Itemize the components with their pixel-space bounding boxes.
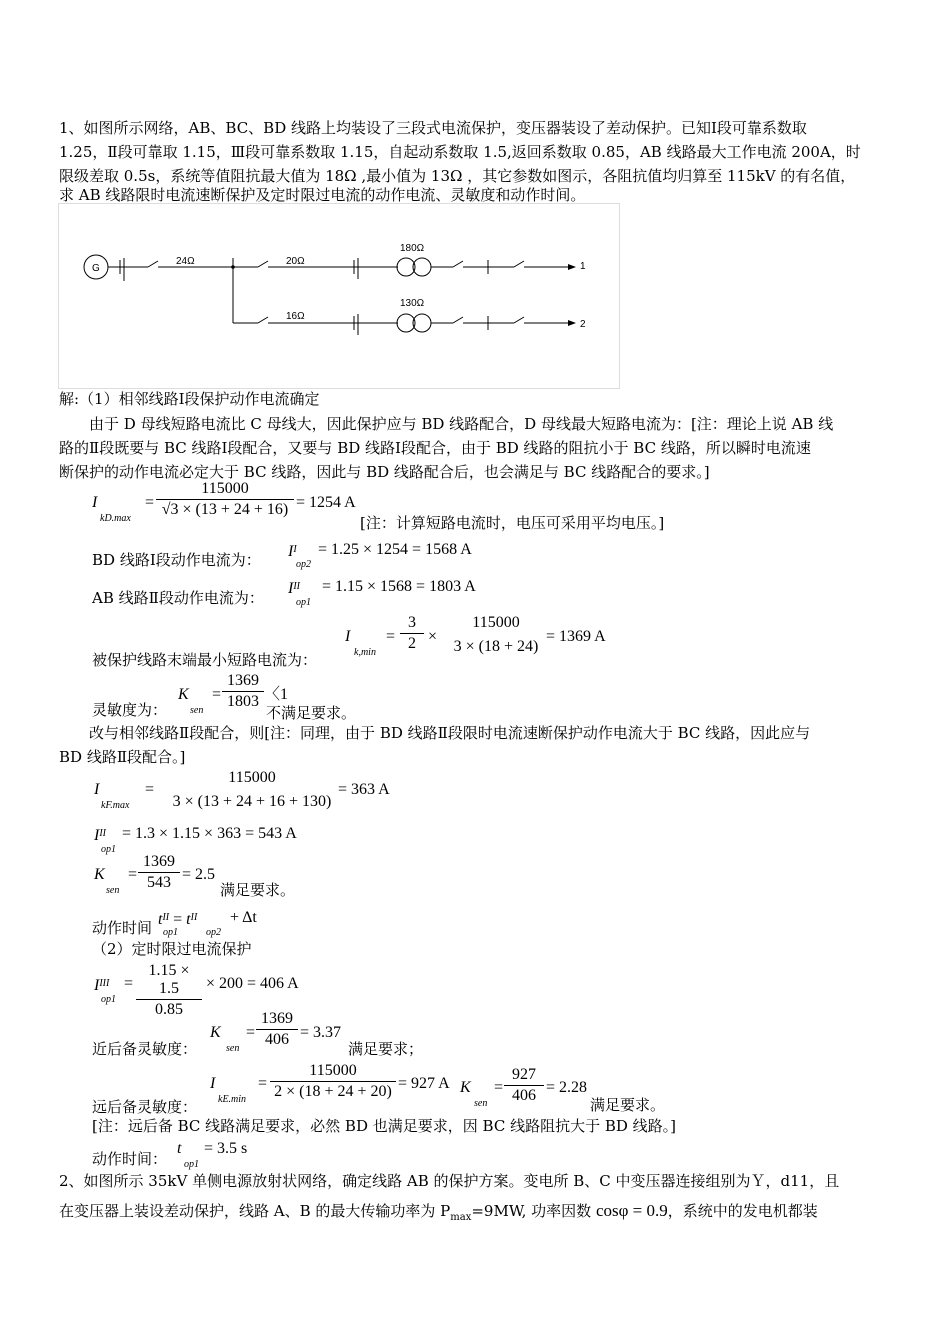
eq2-equals: = (145, 781, 155, 798)
far-k-numerator: 927 (504, 1066, 544, 1086)
problem1-line1: 1、如图所示网络，AB、BC、BD 线路上均装设了三段式电流保护，变压器装设了差动保护。已知Ⅰ段可靠系数取 (59, 119, 807, 137)
solution-para1-line3: 断保护的动作电流必定大于 BC 线路，因此与 BD 线路配合后，也会满足与 BC 线路配合的要求。] (59, 463, 710, 481)
near-symbol: K (210, 1024, 221, 1041)
solution-para1-line2: 路的Ⅱ段既要与 BC 线路Ⅰ段配合，又要与 BD 线路Ⅰ段配合，由于 BD 线路的阻抗小于 BC 线路，所以瞬时电流速 (59, 439, 811, 457)
op3-numerator: 1.15 × 1.5 (136, 962, 202, 1000)
solution-heading-1: 解:（1）相邻线路Ⅰ段保护动作电流确定 (59, 390, 320, 408)
problem1-line3: 限级差取 0.5s，系统等值阻抗最大值为 18Ω ,最小值为 13Ω ，其它参数如图示，各阻抗值均归算至 115kV 的有名值， (59, 167, 856, 185)
op1-symbol: $I^{II}$ (94, 827, 106, 844)
op3-equals: = (124, 975, 134, 992)
transformer1-label: 180Ω (400, 243, 425, 254)
eq2-result: = 363 A (338, 781, 390, 798)
solution-para2-line2: BD 线路Ⅱ段配合。] (59, 748, 186, 766)
problem1-line4: 求 AB 线路限时电流速断保护及定时限过电流的动作电流、灵敏度和动作时间。 (59, 186, 586, 204)
far-k-denominator: 406 (512, 1087, 536, 1104)
impedance-bc-label: 20Ω (286, 256, 305, 267)
near-label: 近后备灵敏度： (92, 1040, 198, 1058)
impedance-bd-label: 16Ω (286, 311, 305, 322)
kmin-result: = 1369 A (546, 628, 606, 645)
far-result: = 927 A (398, 1075, 450, 1092)
kmin-coefficient (400, 614, 424, 653)
far-k-result: = 2.28 (546, 1079, 588, 1096)
op3-subscript: op1 (101, 994, 116, 1005)
far-verdict: 满足要求。 (590, 1096, 666, 1114)
eq1-symbol: I (92, 494, 98, 511)
note-2: [注：远后备 BC 线路满足要求，必然 BD 也满足要求，因 BC 线路阻抗大于 BD 线路。] (92, 1117, 677, 1135)
network-diagram (58, 203, 620, 389)
eq2-fraction (168, 769, 336, 811)
near-equals: = (246, 1024, 256, 1041)
ab-symbol: $I^{II}$ (288, 580, 300, 597)
bd-label: BD 线路Ⅰ段动作电流为： (92, 551, 261, 569)
sen-subscript: sen (190, 705, 204, 716)
sen-label: 灵敏度为： (92, 701, 168, 719)
sen2-denominator: 543 (147, 874, 171, 891)
sen2-result: = 2.5 (182, 866, 216, 883)
sen-numerator: 1369 (222, 672, 264, 692)
kmin-label: 被保护线路末端最小短路电流为： (92, 651, 318, 669)
ab-subscript: op1 (296, 597, 311, 608)
problem2-line2 (59, 1202, 818, 1227)
problem1-line2: 1.25，Ⅱ段可靠取 1.15，Ⅲ段可靠系数取 1.15，自起动系数取 1.5,返回系数取 0.85，AB 线路最大工作电流 200A，时 (59, 143, 861, 161)
time-delta: + Δt (230, 909, 257, 926)
near-verdict: 满足要求； (348, 1040, 424, 1058)
ab-equation: = 1.15 × 1568 = 1803 A (322, 578, 476, 595)
far-k-fraction (504, 1066, 544, 1105)
far-k-equals: = (494, 1079, 504, 1096)
time2-label: 动作时间： (92, 1150, 168, 1168)
kmin-equals: = (386, 628, 396, 645)
op3-result: × 200 = 406 A (206, 975, 299, 992)
far-k-symbol: K (460, 1079, 471, 1096)
problem2-pmax-subscript: max (450, 1212, 472, 1223)
near-fraction (256, 1010, 298, 1049)
kmin-fraction (448, 614, 544, 656)
far-symbol: I (210, 1075, 216, 1092)
kmin-coefficient-num: 3 (400, 614, 424, 634)
output-label-2: 2 (580, 319, 586, 330)
near-result: = 3.37 (300, 1024, 342, 1041)
solution-para2-line1: 改与相邻线路Ⅱ段配合，则[注：同理，由于 BD 线路Ⅱ段限时电流速断保护动作电流大于 BC 线路，因此应与 (89, 724, 811, 742)
problem2-line2-part1: 在变压器上装设差动保护，线路 A、B 的最大传输功率为 P (59, 1202, 451, 1220)
time2-symbol: t (177, 1140, 182, 1157)
far-numerator: 115000 (270, 1062, 396, 1082)
op1-subscript: op1 (101, 844, 116, 855)
eq2-subscript: kF.max (101, 800, 130, 811)
op3-symbol: $I^{III}$ (94, 977, 110, 994)
sen-compare: 〈1 (264, 686, 289, 703)
time2-equation: = 3.5 s (204, 1140, 248, 1157)
far-k-subscript: sen (474, 1098, 488, 1109)
op3-fraction (136, 962, 202, 1019)
solution-heading-2: （2）定时限过电流保护 (92, 940, 252, 958)
kmin-subscript: k,min (354, 647, 376, 658)
kmin-symbol: I (345, 628, 351, 645)
kmin-times: × (428, 628, 438, 645)
sen2-equals: = (128, 866, 138, 883)
op3-denominator: 0.85 (155, 1001, 183, 1018)
bd-subscript: op2 (296, 559, 311, 570)
impedance-ab-label: 24Ω (176, 256, 195, 267)
note-1: [注：计算短路电流时，电压可采用平均电压。] (360, 514, 665, 532)
eq1-result: = 1254 A (296, 494, 356, 511)
ab-label: AB 线路Ⅱ段动作电流为： (92, 589, 264, 607)
sen2-verdict: 满足要求。 (220, 881, 296, 899)
eq2-denominator: 3 × (13 + 24 + 16 + 130) (172, 793, 332, 810)
time-subscript-2: op2 (206, 927, 221, 938)
sen2-numerator: 1369 (138, 853, 180, 873)
problem2-line2-part3: ，系统中的发电机都装 (667, 1202, 818, 1220)
eq1-numerator: 115000 (156, 480, 294, 500)
output-label-1: 1 (580, 261, 586, 272)
op1-equation: = 1.3 × 1.15 × 363 = 543 A (122, 825, 297, 842)
eq1-fraction (156, 480, 294, 519)
problem2-line2-part2: =9MW, 功率因数 (471, 1202, 592, 1220)
problem2-cos: cosφ = 0.9 (595, 1201, 668, 1220)
sen-fraction (222, 672, 264, 711)
far-label: 远后备灵敏度： (92, 1098, 198, 1116)
eq1-equals: = (145, 494, 155, 511)
eq1-subscript: kD.max (100, 513, 131, 524)
eq2-numerator: 115000 (228, 769, 276, 786)
near-subscript: sen (226, 1043, 240, 1054)
solution-para1-line1: 由于 D 母线短路电流比 C 母线大，因此保护应与 BD 线路配合，D 母线最大短路电流为：[注：理论上说 AB 线 (89, 415, 834, 433)
sen2-symbol: K (94, 866, 105, 883)
time2-subscript: op1 (184, 1159, 199, 1170)
sen-verdict: 不满足要求。 (266, 704, 357, 722)
far-equals: = (258, 1075, 268, 1092)
far-subscript: kE.min (218, 1094, 247, 1105)
bd-equation: = 1.25 × 1254 = 1568 A (318, 541, 472, 558)
bd-symbol: $I^I$ (288, 543, 297, 560)
generator-label: G (92, 263, 100, 274)
kmin-coefficient-den: 2 (408, 635, 416, 652)
eq1-denominator: √3 × (13 + 24 + 16) (161, 501, 289, 518)
problem2-line1: 2、如图所示 35kV 单侧电源放射状网络，确定线路 AB 的保护方案。变电所 B、C 中变压器连接组别为Ｙ，d11，且 (59, 1172, 840, 1190)
kmin-denominator: 3 × (18 + 24) (453, 638, 539, 655)
far-fraction (270, 1062, 396, 1101)
time-label: 动作时间 (92, 919, 153, 937)
kmin-numerator: 115000 (472, 614, 520, 631)
near-denominator: 406 (265, 1031, 289, 1048)
time-equation: $t^{II} = t^{II}$ (158, 911, 198, 928)
sen2-fraction (138, 853, 180, 892)
near-numerator: 1369 (256, 1010, 298, 1030)
sen-equals: = (212, 686, 222, 703)
sen-symbol: K (178, 686, 189, 703)
time-subscript-1: op1 (163, 927, 178, 938)
transformer2-label: 130Ω (400, 298, 425, 309)
sen-denominator: 1803 (227, 693, 259, 710)
sen2-subscript: sen (106, 885, 120, 896)
far-denominator: 2 × (18 + 24 + 20) (274, 1083, 392, 1100)
eq2-symbol: I (94, 781, 100, 798)
